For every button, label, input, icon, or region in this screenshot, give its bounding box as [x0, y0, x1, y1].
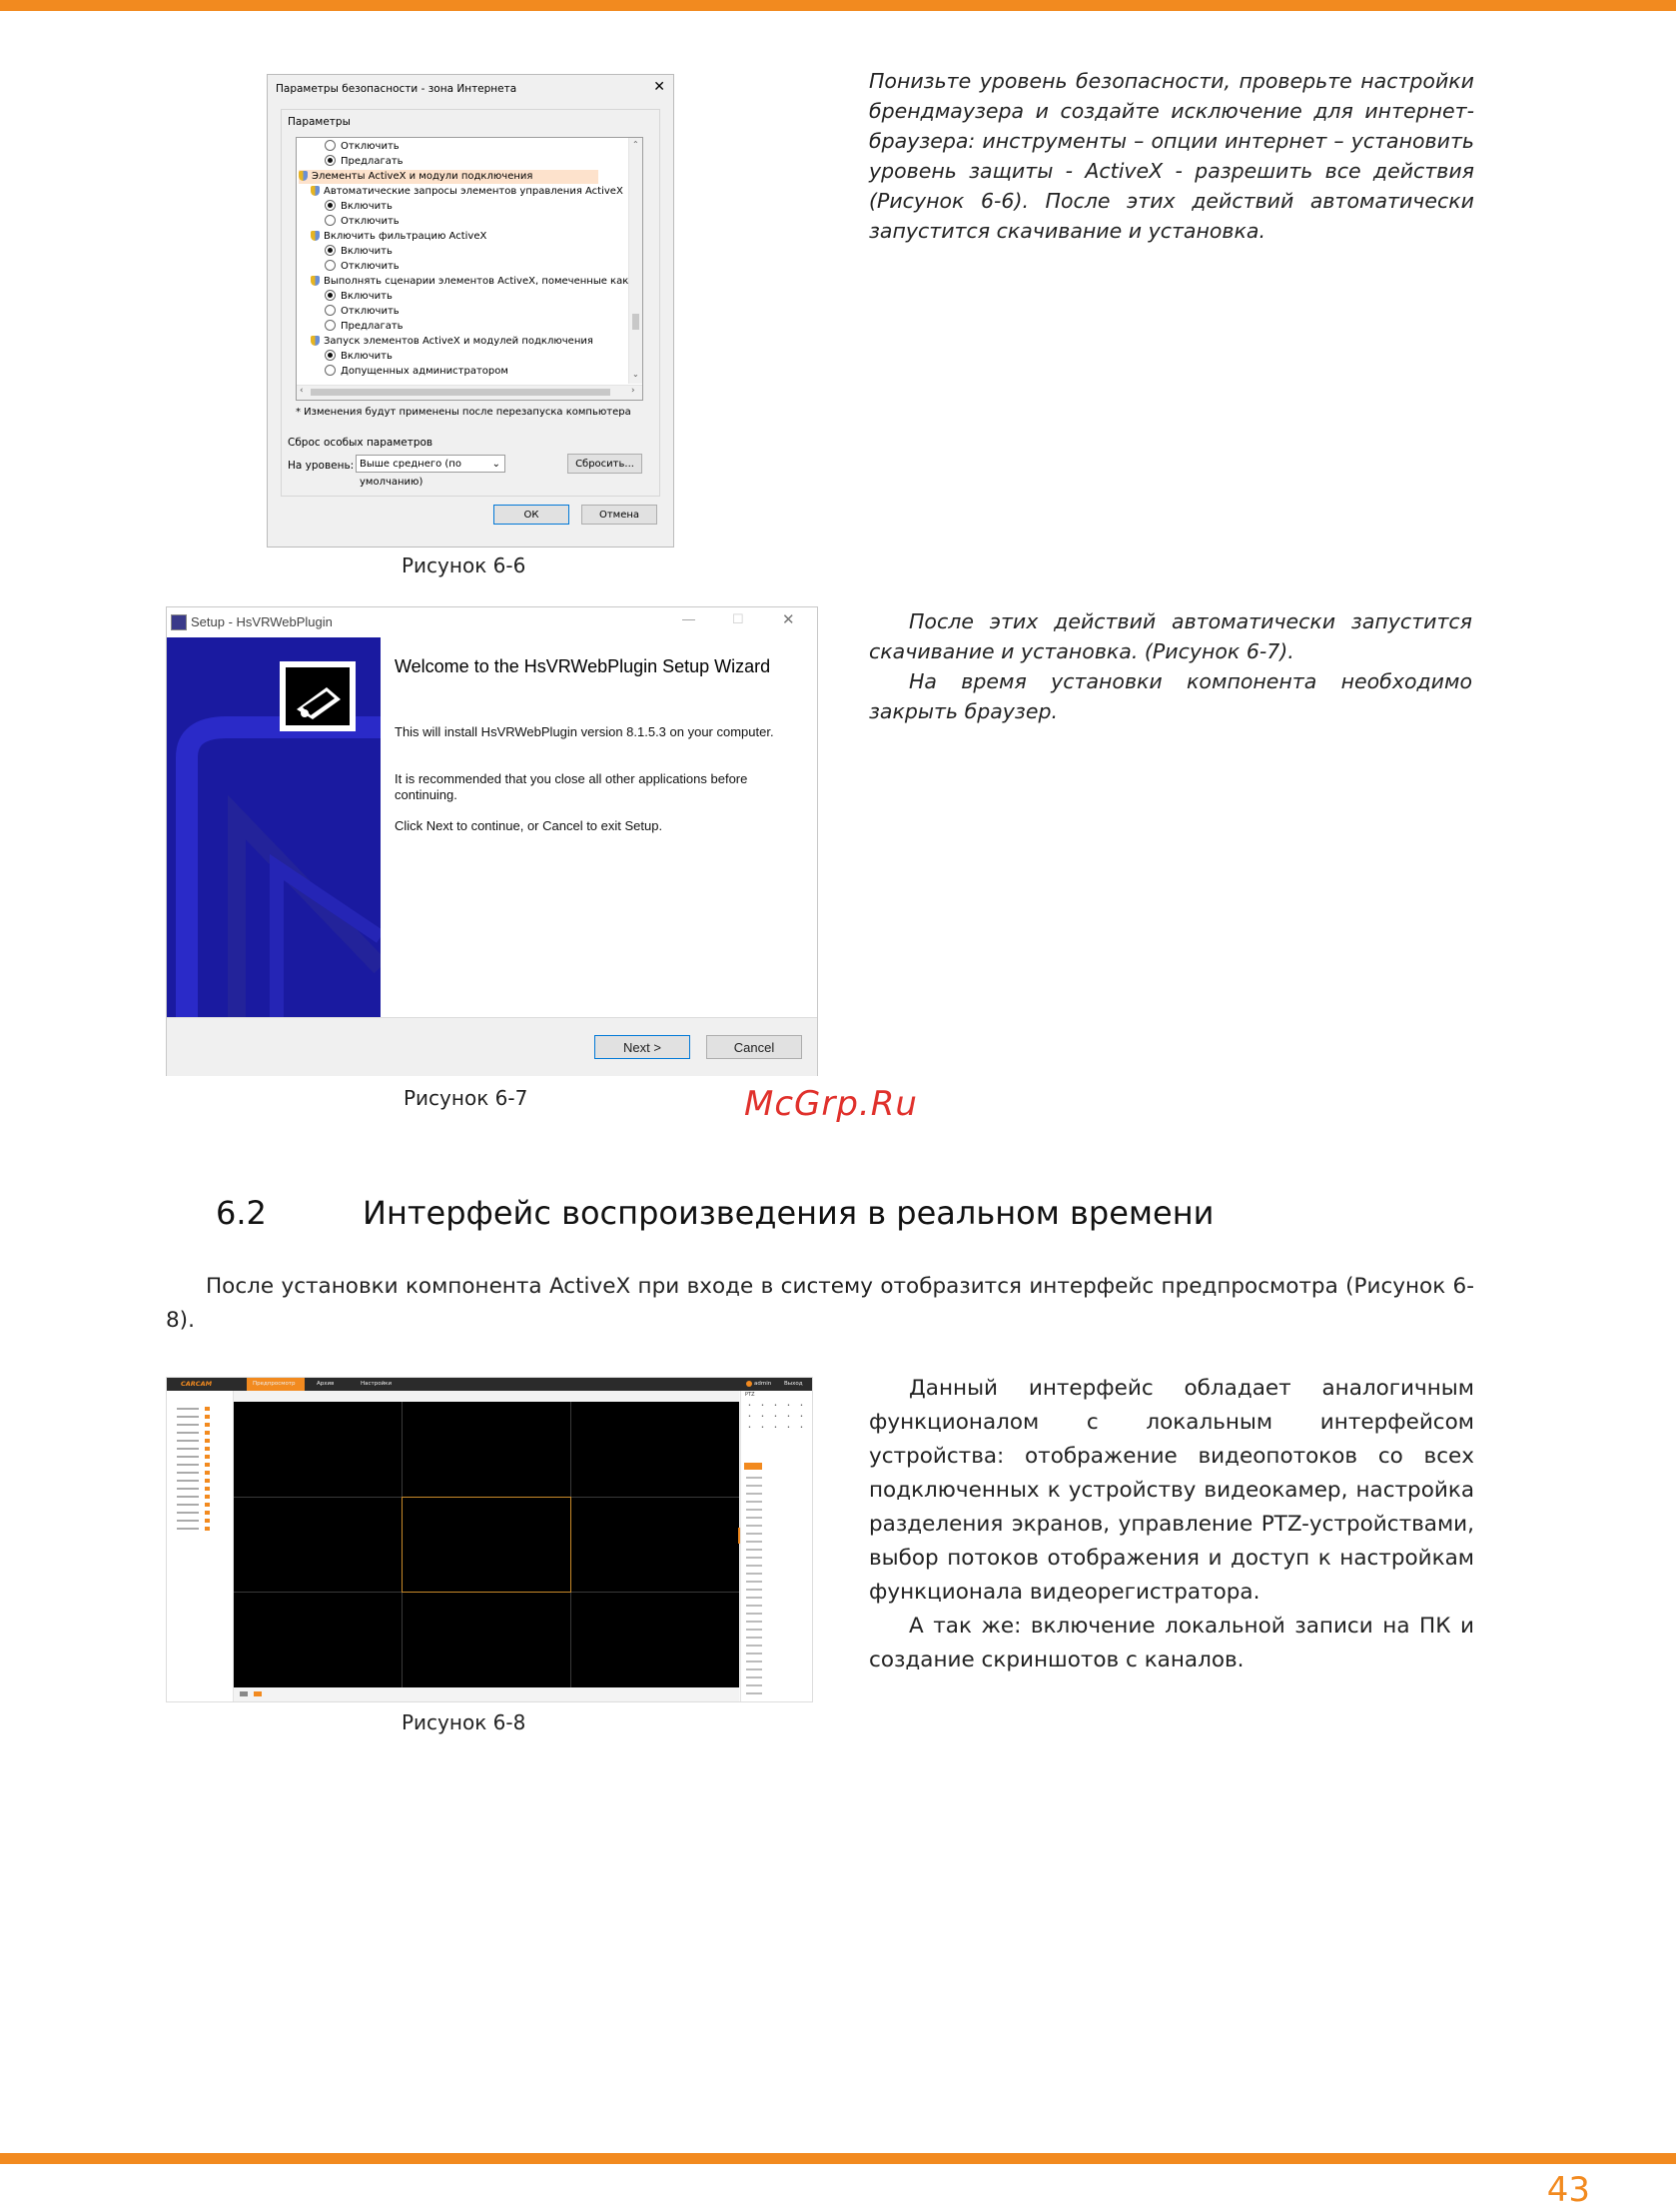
- tree-item-label: Предлагать: [341, 321, 404, 332]
- wizard-install-text: This will install HsVRWebPlugin version 8.1.5.3 on your computer.: [395, 724, 774, 739]
- camera-status-icon: [205, 1415, 210, 1419]
- nvr-logout[interactable]: Выход: [784, 1381, 803, 1387]
- chevron-down-icon: ⌄: [491, 459, 500, 470]
- nvr-top-bar: [167, 1378, 812, 1391]
- ptz-control-button[interactable]: •: [800, 1425, 803, 1431]
- tree-item-label: Запуск элементов ActiveX и модулей подключения: [324, 336, 593, 347]
- camera-list-item[interactable]: [177, 1431, 210, 1439]
- camera-list-item[interactable]: [177, 1503, 210, 1511]
- ptz-control-button[interactable]: •: [761, 1425, 764, 1431]
- ptz-control-button[interactable]: •: [748, 1425, 751, 1431]
- tree-category[interactable]: [299, 170, 598, 184]
- preset-list-item[interactable]: [746, 1603, 762, 1611]
- tree-item-label: Отключить: [341, 216, 400, 227]
- camera-list-item[interactable]: [177, 1495, 210, 1503]
- preset-list-item[interactable]: [746, 1531, 762, 1539]
- security-settings-dialog: [267, 74, 674, 548]
- preset-list-item[interactable]: [746, 1539, 762, 1547]
- camera-list-item[interactable]: [177, 1511, 210, 1519]
- preset-list-item[interactable]: [746, 1611, 762, 1619]
- camera-status-icon: [205, 1455, 210, 1459]
- tree-radio-option[interactable]: [325, 245, 393, 259]
- camera-status-icon: [205, 1495, 210, 1499]
- camera-list-item[interactable]: [177, 1479, 210, 1487]
- nvr-tab-settings[interactable]: Настройки: [361, 1381, 393, 1387]
- tree-item-label: Выполнять сценарии элементов ActiveX, помеченные как: [324, 276, 629, 287]
- tree-category[interactable]: [311, 230, 486, 244]
- record-icon[interactable]: [254, 1691, 262, 1696]
- tree-category[interactable]: [311, 335, 593, 349]
- tree-item-label: Отключить: [341, 306, 400, 317]
- camera-list-panel[interactable]: [167, 1391, 234, 1701]
- ptz-control-button[interactable]: •: [800, 1414, 803, 1420]
- layout-icon[interactable]: [240, 1691, 248, 1696]
- preset-list-item[interactable]: [746, 1635, 762, 1643]
- tree-radio-option[interactable]: [325, 215, 400, 229]
- settings-shield-icon: [311, 276, 320, 286]
- section-number: 6.2: [216, 1194, 267, 1232]
- radio-button[interactable]: [325, 215, 336, 226]
- settings-tree[interactable]: [296, 137, 643, 401]
- wizard-heading: Welcome to the HsVRWebPlugin Setup Wizard: [395, 656, 771, 676]
- nvr-tab-archive[interactable]: Архив: [317, 1381, 335, 1387]
- camera-list-item[interactable]: [177, 1415, 210, 1423]
- wizard-recommend-text: It is recommended that you close all other applications before continuing.: [395, 771, 748, 802]
- preset-list-item[interactable]: [746, 1690, 762, 1698]
- caption-6-7: Рисунок 6-7: [404, 1086, 528, 1110]
- ptz-control-button[interactable]: •: [800, 1403, 803, 1409]
- paragraph-6-8-line2: А так же: включение локальной записи на ПК и создание скриншотов с каналов.: [869, 1614, 1474, 1672]
- paragraph-6-7-line2: На время установки компонента необходимо закрыть браузер.: [869, 669, 1472, 723]
- preset-list-item[interactable]: [746, 1659, 762, 1666]
- camera-status-icon: [205, 1527, 210, 1531]
- preset-list-item[interactable]: [746, 1507, 762, 1515]
- cancel-button[interactable]: Отмена: [581, 505, 657, 525]
- tree-category[interactable]: [311, 185, 623, 199]
- camera-list-item[interactable]: [177, 1487, 210, 1495]
- selected-video-cell[interactable]: [402, 1497, 571, 1593]
- camera-status-icon: [205, 1519, 210, 1523]
- next-button[interactable]: Next >: [594, 1035, 690, 1059]
- tree-item-label: Автоматические запросы элементов управления ActiveX: [324, 186, 623, 197]
- preset-list-item[interactable]: [746, 1666, 762, 1674]
- wizard-cancel-button[interactable]: Cancel: [706, 1035, 802, 1059]
- settings-shield-icon: [311, 231, 320, 241]
- paragraph-6-8: [869, 1372, 1474, 1677]
- tree-radio-option[interactable]: [325, 260, 400, 274]
- settings-shield-icon: [299, 171, 308, 181]
- camera-list-item[interactable]: [177, 1447, 210, 1455]
- tree-radio-option[interactable]: [325, 140, 400, 154]
- preset-list-item[interactable]: [746, 1674, 762, 1682]
- camera-list-item[interactable]: [177, 1527, 210, 1535]
- radio-button[interactable]: [325, 365, 336, 376]
- video-grid[interactable]: [234, 1402, 739, 1687]
- tree-radio-option[interactable]: [325, 305, 400, 319]
- ptz-control-button[interactable]: •: [774, 1414, 777, 1420]
- preset-list-item[interactable]: [746, 1483, 762, 1491]
- camera-status-icon: [205, 1503, 210, 1507]
- tree-radio-option[interactable]: [325, 155, 404, 169]
- ptz-control-button[interactable]: •: [748, 1414, 751, 1420]
- ptz-control-button[interactable]: •: [774, 1425, 777, 1431]
- camera-status-icon: [205, 1423, 210, 1427]
- camera-list-item[interactable]: [177, 1463, 210, 1471]
- nvr-web-interface: [166, 1377, 813, 1702]
- close-icon[interactable]: ✕: [782, 611, 795, 628]
- camera-status-icon: [205, 1471, 210, 1475]
- paragraph-6-6: Понизьте уровень безопасности, проверьте настройки брендмаузера и создайте исключение для интернет-браузера: инструменты – опции интернет – установить уровень защиты - ActiveX - разрешить все действия (Рисунок 6-6). После этих действий автоматически запустится скачивание и установка.: [869, 69, 1474, 243]
- settings-group-label: Параметры: [288, 116, 351, 128]
- ptz-label: PTZ: [745, 1392, 755, 1398]
- preset-list-item[interactable]: [746, 1682, 762, 1690]
- camera-list-item[interactable]: [177, 1455, 210, 1463]
- restart-note: * Изменения будут применены после перезапуска компьютера: [296, 407, 631, 418]
- tree-radio-option[interactable]: [325, 350, 393, 364]
- preset-list-item[interactable]: [746, 1595, 762, 1603]
- preset-list-item[interactable]: [746, 1491, 762, 1499]
- ptz-control-button[interactable]: •: [761, 1414, 764, 1420]
- camera-list-item[interactable]: [177, 1407, 210, 1415]
- radio-button[interactable]: [325, 155, 336, 166]
- tree-radio-option[interactable]: [325, 290, 393, 304]
- tree-radio-option[interactable]: [325, 320, 404, 334]
- maximize-icon[interactable]: ☐: [732, 611, 744, 626]
- preset-list-item[interactable]: [746, 1571, 762, 1579]
- preset-list-item[interactable]: [746, 1627, 762, 1635]
- ptz-control-button[interactable]: •: [761, 1403, 764, 1409]
- tree-item-label: Включить фильтрацию ActiveX: [324, 231, 487, 242]
- wizard-side-banner: [167, 637, 381, 1017]
- level-select-value: Выше среднего (по умолчанию): [360, 459, 461, 488]
- setup-wizard-window: [166, 606, 818, 1076]
- caption-6-6: Рисунок 6-6: [402, 553, 526, 577]
- nvr-tab-preview[interactable]: Предпросмотр: [247, 1378, 305, 1391]
- preset-list-item[interactable]: [746, 1475, 762, 1483]
- tree-item-label: Включить: [341, 201, 393, 212]
- ptz-control-button[interactable]: •: [774, 1403, 777, 1409]
- radio-button[interactable]: [325, 260, 336, 271]
- preset-list-item[interactable]: [746, 1515, 762, 1523]
- paragraph-6-7: [869, 606, 1472, 726]
- wizard-titlebar: [167, 607, 817, 637]
- tree-item-label: Отключить: [341, 141, 400, 152]
- watermark: McGrp.Ru: [744, 1084, 918, 1124]
- tree-item-label: Допущенных администратором: [341, 366, 508, 377]
- radio-button[interactable]: [325, 290, 336, 301]
- level-select[interactable]: [356, 455, 505, 488]
- camera-list-item[interactable]: [177, 1439, 210, 1447]
- setup-app-icon: [171, 614, 187, 630]
- preset-list-item[interactable]: [746, 1499, 762, 1507]
- video-bottom-toolbar: [234, 1687, 739, 1701]
- camera-status-icon: [205, 1447, 210, 1451]
- preset-list-item[interactable]: [746, 1651, 762, 1659]
- ptz-control-button[interactable]: •: [787, 1425, 790, 1431]
- camera-status-icon: [205, 1511, 210, 1515]
- tree-item-label: Включить: [341, 351, 393, 362]
- wizard-footer: [167, 1017, 817, 1076]
- tree-item-label: Включить: [341, 246, 393, 257]
- tree-radio-option[interactable]: [325, 200, 393, 214]
- camera-list-item[interactable]: [177, 1519, 210, 1527]
- section-title: Интерфейс воспроизведения в реальном времени: [363, 1194, 1215, 1232]
- wizard-continue-text: Click Next to continue, or Cancel to exit Setup.: [395, 818, 663, 833]
- ok-button[interactable]: ОК: [493, 505, 569, 525]
- preset-tab[interactable]: [744, 1463, 762, 1470]
- ptz-control-button[interactable]: •: [748, 1403, 751, 1409]
- nvr-brand-logo: CARCAM: [181, 1380, 213, 1388]
- section-intro: После установки компонента ActiveX при входе в систему отобразится интерфейс предпросмотра (Рисунок 6-8).: [166, 1274, 1474, 1333]
- preset-list-item[interactable]: [746, 1579, 762, 1587]
- camera-status-icon: [205, 1407, 210, 1411]
- paragraph-6-8-line1: Данный интерфейс обладает аналогичным функционалом с локальным интерфейсом устройства: отображение видеопотоков со всех подключенных к устройству видеокамер, настройка разделения экранов, управление PTZ-устройствами, выбор потоков отображения и доступ к настройкам функционала видеорегистратора.: [869, 1376, 1474, 1605]
- radio-button[interactable]: [325, 140, 336, 151]
- tree-item-label: Отключить: [341, 261, 400, 272]
- caption-6-8: Рисунок 6-8: [402, 1710, 526, 1734]
- preset-list-item[interactable]: [746, 1563, 762, 1571]
- camera-list-item[interactable]: [177, 1423, 210, 1431]
- close-icon[interactable]: ✕: [653, 79, 665, 95]
- top-accent-bar: [0, 0, 1676, 11]
- ptz-control-button[interactable]: •: [787, 1403, 790, 1409]
- ptz-panel: [740, 1391, 813, 1701]
- paragraph-6-7-line1: После этих действий автоматически запустится скачивание и установка. (Рисунок 6-7).: [869, 609, 1472, 663]
- camera-list-item[interactable]: [177, 1471, 210, 1479]
- tree-item-label: Предлагать: [341, 156, 404, 167]
- settings-shield-icon: [311, 186, 320, 196]
- dialog-title: Параметры безопасности - зона Интернета: [276, 83, 517, 95]
- radio-button[interactable]: [325, 305, 336, 316]
- preset-list-item[interactable]: [746, 1555, 762, 1563]
- tree-horizontal-scrollbar[interactable]: ‹ ›: [297, 385, 642, 400]
- reset-button[interactable]: Сбросить...: [567, 454, 642, 474]
- radio-button[interactable]: [325, 350, 336, 361]
- settings-shield-icon: [311, 336, 320, 346]
- tree-radio-option[interactable]: [325, 365, 508, 379]
- preset-list-item[interactable]: [746, 1523, 762, 1531]
- wizard-title: Setup - HsVRWebPlugin: [191, 614, 333, 629]
- preset-list-item[interactable]: [746, 1643, 762, 1651]
- tree-category[interactable]: [311, 275, 628, 289]
- radio-button[interactable]: [325, 200, 336, 211]
- preset-list-item[interactable]: [746, 1547, 762, 1555]
- bottom-accent-bar: [0, 2153, 1676, 2164]
- reset-group-label: Сброс особых параметров: [288, 437, 433, 449]
- level-label: На уровень:: [288, 460, 355, 472]
- wizard-banner-graphic: [167, 637, 381, 1017]
- camera-status-icon: [205, 1431, 210, 1435]
- nvr-user[interactable]: admin: [754, 1381, 772, 1387]
- tree-item-label: Включить: [341, 291, 393, 302]
- camera-status-icon: [205, 1479, 210, 1483]
- camera-status-icon: [205, 1463, 210, 1467]
- page-number: 43: [1546, 2170, 1590, 2210]
- radio-button[interactable]: [325, 320, 336, 331]
- ptz-control-button[interactable]: •: [787, 1414, 790, 1420]
- tree-item-label: Элементы ActiveX и модули подключения: [312, 171, 533, 182]
- radio-button[interactable]: [325, 245, 336, 256]
- preset-list-item[interactable]: [746, 1619, 762, 1627]
- camera-status-icon: [205, 1487, 210, 1491]
- preset-list-item[interactable]: [746, 1587, 762, 1595]
- camera-status-icon: [205, 1439, 210, 1443]
- tree-vertical-scrollbar[interactable]: ⌃ ⌄: [628, 138, 642, 384]
- minimize-icon[interactable]: —: [682, 611, 695, 626]
